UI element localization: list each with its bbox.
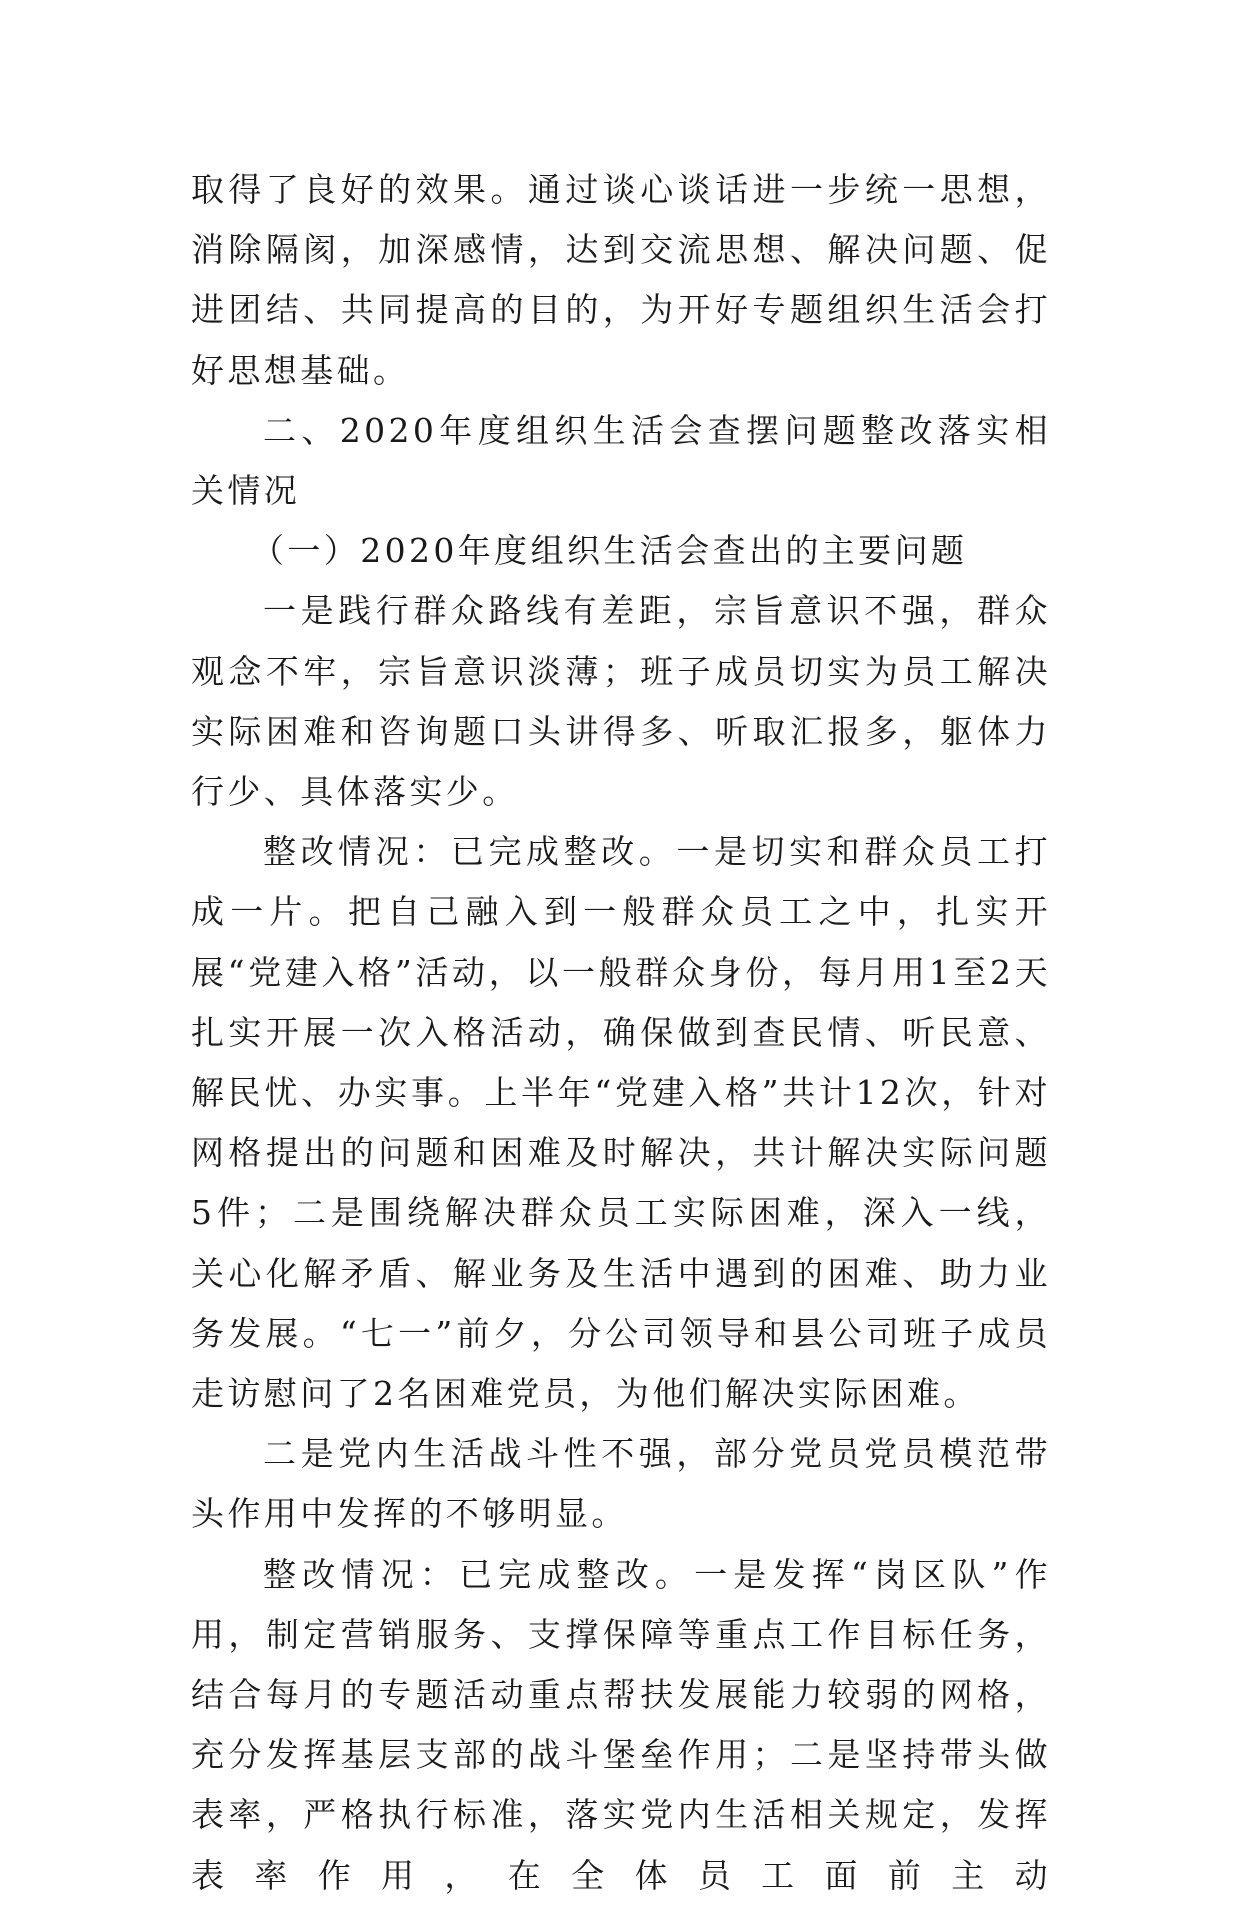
- section-heading: 二、2020年度组织生活会查摆问题整改落实相关情况: [191, 410, 1051, 511]
- subsection-heading: （一）2020年度组织生活会查出的主要问题: [251, 531, 968, 571]
- document-body: [191, 160, 1051, 1906]
- rectification-two-paragraph: 整改情况：已完成整改。一是发挥“岗区队”作用，制定营销服务、支撑保障等重点工作目标任务，结合每月的专题活动重点帮扶发展能力较弱的网格，充分发挥基层支部的战斗堡垒作用；二是坚持带头做表率，严格执行标准，落实党内生活相关规定，发挥表率作用，在全体员工面前主动: [191, 1554, 1051, 1895]
- rectification-one-paragraph: 整改情况：已完成整改。一是切实和群众员工打成一片。把自己融入到一般群众员工之中，扎实开展“党建入格”活动，以一般群众身份，每月用1至2天扎实开展一次入格活动，确保做到查民情、听民意、解民忧、办实事。上半年“党建入格”共计12次，针对网格提出的问题和困难及时解决，共计解决实际问题5件；二是围绕解决群众员工实际困难，深入一线，关心化解矛盾、解业务及生活中遇到的困难、助力业务发展。“七一”前夕，分公司领导和县公司班子成员走访慰问了2名困难党员，为他们解决实际困难。: [191, 832, 1051, 1414]
- problem-one-paragraph: 一是践行群众路线有差距，宗旨意识不强，群众观念不牢，宗旨意识淡薄；班子成员切实为员工解决实际困难和咨询题口头讲得多、听取汇报多，躯体力行少、具体落实少。: [191, 591, 1051, 812]
- problem-two-paragraph: 二是党内生活战斗性不强，部分党员党员模范带头作用中发挥的不够明显。: [191, 1434, 1051, 1534]
- paragraph-continued: 取得了良好的效果。通过谈心谈话进一步统一思想，消除隔阂，加深感情，达到交流思想、解决问题、促进团结、共同提高的目的，为开好专题组织生活会打好思想基础。: [191, 170, 1051, 390]
